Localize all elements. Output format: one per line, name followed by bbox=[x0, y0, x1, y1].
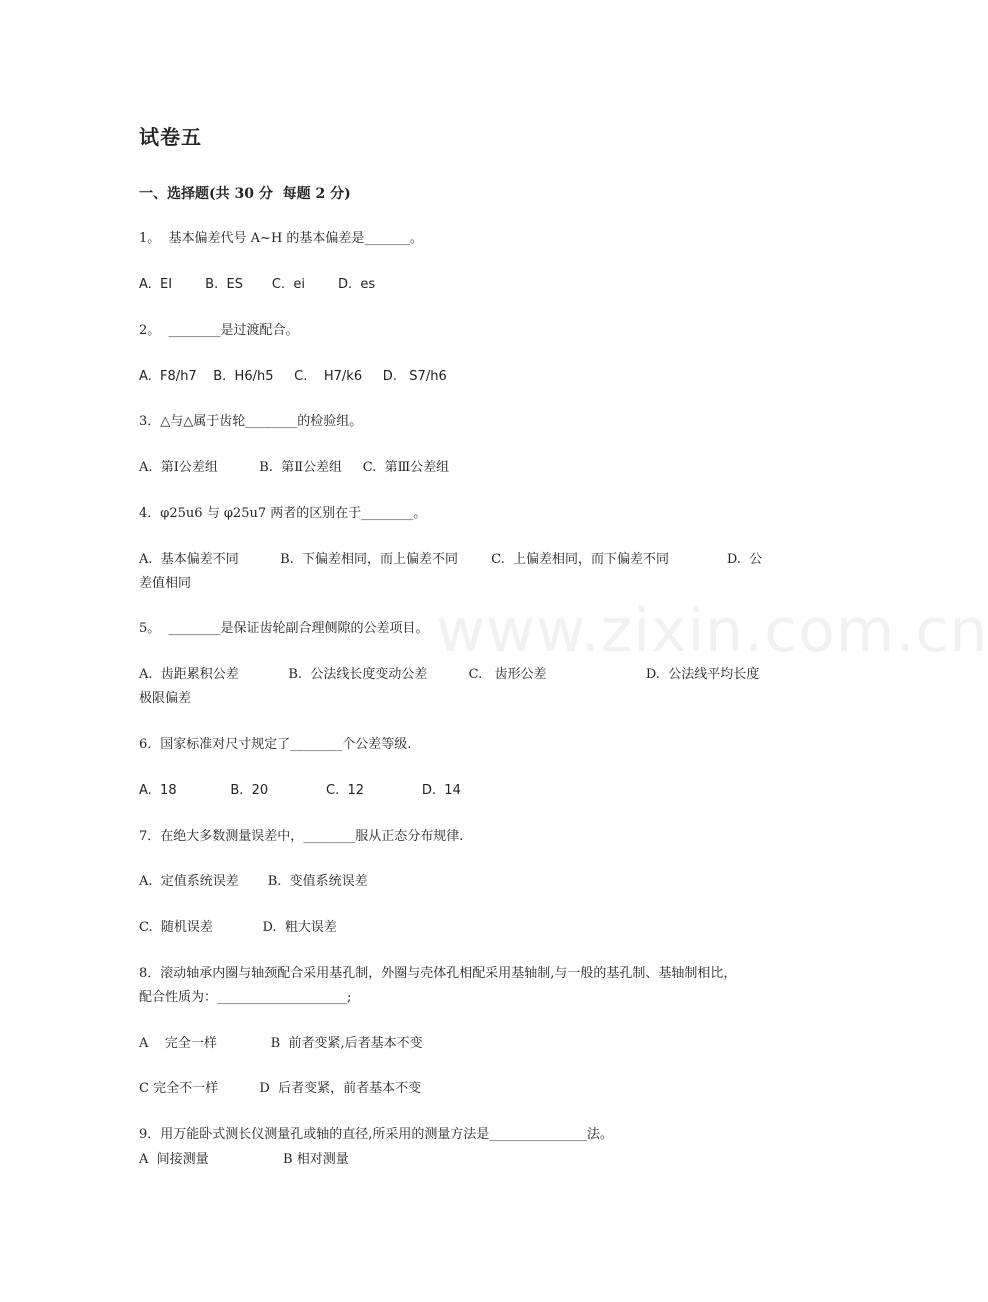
question-7: 7．在绝大多数测量误差中，________服从正态分布规律. bbox=[139, 829, 464, 844]
question-8-options-cd: C 完全不一样 D 后者变紧，前者基本不变 bbox=[139, 1081, 422, 1096]
question-8-cont: 配合性质为：____________________; bbox=[139, 990, 352, 1005]
question-5: 5。 ________是保证齿轮副合理侧隙的公差项目。 bbox=[139, 621, 429, 636]
watermark: www.zixin.com.cn bbox=[436, 596, 988, 666]
question-1: 1。 基本偏差代号 A~H 的基本偏差是_______。 bbox=[139, 231, 423, 246]
question-2: 2。 ________是过渡配合。 bbox=[139, 323, 299, 338]
question-8: 8．滚动轴承内圈与轴颈配合采用基孔制，外圈与壳体孔相配采用基轴制,与一般的基孔制、基轴制相比， bbox=[139, 966, 737, 981]
page-title: 试卷五 bbox=[139, 125, 202, 149]
question-1-options: A. EI B. ES C. ei D. es bbox=[139, 277, 376, 292]
question-5-options-cont: 极限偏差 bbox=[139, 691, 192, 706]
question-4-options-cont: 差值相同 bbox=[139, 576, 192, 591]
question-5-options: A. 齿距累积公差 B. 公法线长度变动公差 C. 齿形公差 D. 公法线平均长度 bbox=[139, 667, 760, 682]
question-7-options-ab: A. 定值系统误差 B. 变值系统误差 bbox=[139, 874, 368, 889]
question-2-options: A. F8/h7 B. H6/h5 C. H7/k6 D. S7/h6 bbox=[139, 369, 447, 384]
question-4: 4．φ25u6 与 φ25u7 两者的区别在于________。 bbox=[139, 506, 427, 521]
question-3: 3．△与△属于齿轮________的检验组。 bbox=[139, 414, 363, 429]
section-heading: 一、选择题(共 30 分 每题 2 分) bbox=[139, 186, 351, 202]
question-6: 6．国家标准对尺寸规定了________个公差等级. bbox=[139, 737, 412, 752]
question-9: 9．用万能卧式测长仪测量孔或轴的直径,所采用的测量方法是_______________法。 bbox=[139, 1127, 613, 1142]
question-8-options-ab: A 完全一样 B 前者变紧,后者基本不变 bbox=[139, 1036, 423, 1051]
question-9-options: A 间接测量 B 相对测量 bbox=[139, 1152, 349, 1167]
question-7-options-cd: C. 随机误差 D. 粗大误差 bbox=[139, 920, 337, 935]
question-3-options: A. 第Ⅰ公差组 B. 第Ⅱ公差组 C. 第Ⅲ公差组 bbox=[139, 460, 450, 475]
question-4-options: A. 基本偏差不同 B. 下偏差相同，而上偏差不同 C. 上偏差相同，而下偏差不同 D. 公 bbox=[139, 552, 763, 567]
question-6-options: A. 18 B. 20 C. 12 D. 14 bbox=[139, 783, 461, 798]
